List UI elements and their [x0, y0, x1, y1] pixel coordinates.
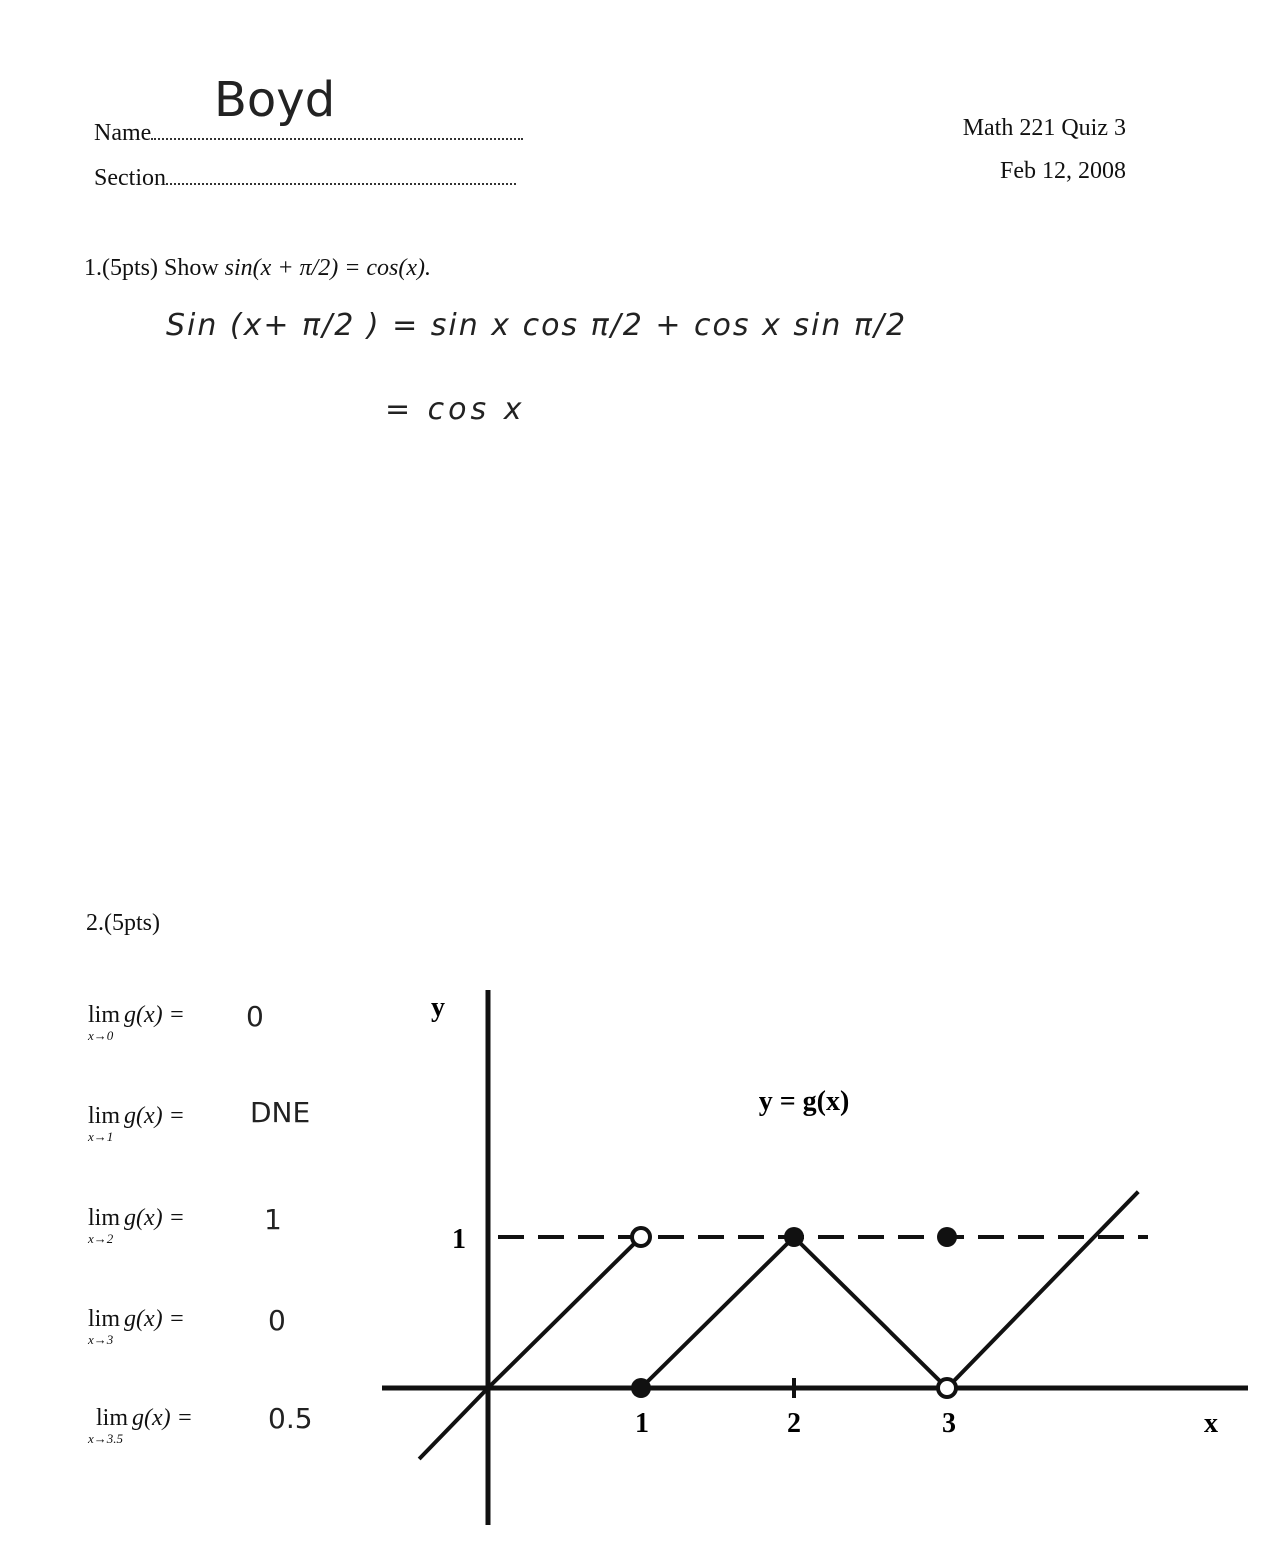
q1-work-line-2: = cos x: [385, 392, 526, 427]
limit-answer: 0: [268, 1304, 286, 1337]
closed-point: [784, 1227, 804, 1247]
graph-segment: [419, 1237, 641, 1459]
limit-answer: 0.5: [268, 1402, 313, 1435]
graph-segment: [641, 1192, 1138, 1388]
name-value: Boyd: [214, 72, 336, 128]
section-label: Section: [94, 165, 516, 192]
quiz-date: Feb 12, 2008: [1000, 158, 1126, 184]
limit-row: lim x→2 g(x) =: [88, 1205, 185, 1246]
x-axis-label: x: [1204, 1408, 1218, 1439]
x-tick-label: 1: [635, 1408, 649, 1439]
open-point: [632, 1228, 650, 1246]
x-tick-label: 3: [942, 1408, 956, 1439]
limit-answer: 0: [246, 1000, 264, 1033]
y-tick-label: 1: [452, 1224, 466, 1255]
q1-work-line-1: Sin (x+ π/2 ) = sin x cos π/2 + cos x sin π/2: [166, 308, 908, 343]
x-tick-label: 2: [787, 1408, 801, 1439]
name-label: Name: [94, 120, 523, 147]
limit-answer: 1: [264, 1203, 282, 1236]
limit-row: lim x→3 g(x) =: [88, 1306, 185, 1347]
chart-title: y = g(x): [758, 1086, 850, 1117]
limit-row: lim x→1 g(x) =: [88, 1103, 185, 1144]
q1-prompt: 1.(5pts) Show sin(x + π/2) = cos(x).: [84, 255, 432, 281]
q2-label: 2.(5pts): [86, 910, 160, 936]
open-point: [938, 1379, 956, 1397]
course-title: Math 221 Quiz 3: [962, 115, 1126, 141]
limit-answer: DNE: [250, 1096, 311, 1129]
closed-point: [631, 1378, 651, 1398]
limit-row: lim x→3.5 g(x) =: [88, 1405, 193, 1446]
y-axis-label: y: [431, 992, 445, 1023]
closed-point: [937, 1227, 957, 1247]
limit-row: lim x→0 g(x) =: [88, 1002, 185, 1043]
